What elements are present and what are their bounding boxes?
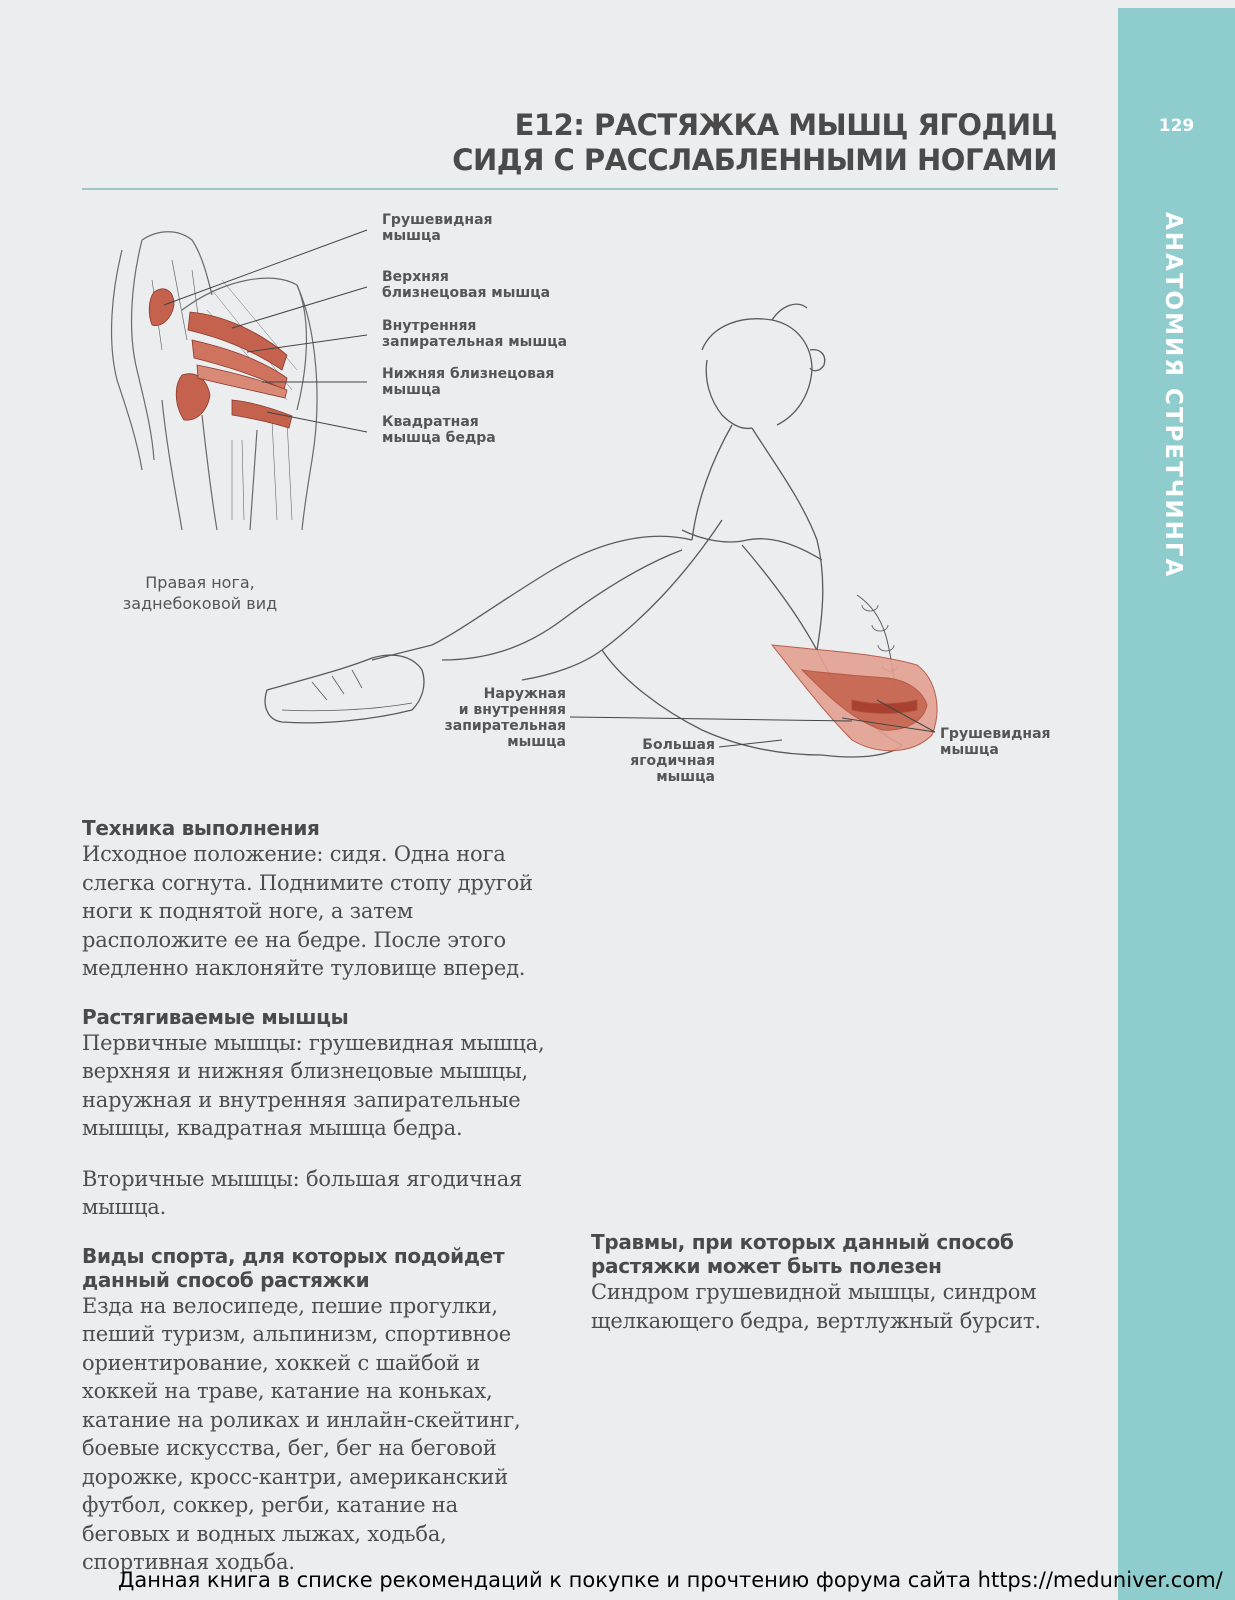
label-superior-gemellus: Верхняя близнецовая мышца (382, 269, 551, 301)
label-quadratus-femoris: Квадратная мышца бедра (382, 414, 496, 446)
title-line-1: Е12: РАСТЯЖКА МЫШЦ ЯГОДИЦ (514, 108, 1057, 142)
title-divider (82, 188, 1058, 190)
exercise-title (452, 108, 1057, 178)
secondary-muscles-text: Вторичные мышцы: большая ягодичная мышца. (82, 1166, 523, 1219)
muscles-heading: Растягиваемые мышцы (82, 1004, 349, 1029)
sports-heading: Виды спорта, для которых подойдет данный способ растяжки (82, 1243, 505, 1292)
label-inferior-gemellus: Нижняя близнецовая мышца (382, 366, 555, 398)
inset-caption: Правая нога, заднебоковой вид (122, 573, 278, 613)
label-piriformis-main: Грушевидная мышца (940, 726, 1051, 758)
injuries-heading: Травмы, при которых данный способ растяжки может быть полезен (591, 1230, 1014, 1278)
label-gluteus-maximus: Большая ягодичная мышца (630, 737, 715, 785)
text-column-left (82, 816, 552, 1577)
anatomy-illustration (82, 200, 1062, 800)
primary-muscles-text: Первичные мышцы: грушевидная мышца, верхняя и нижняя близнецовые мышцы, наружная и внутренняя запирательные мышцы, квадратная мышца бедра. (82, 1030, 545, 1140)
sports-text: Езда на велосипеде, пешие прогулки, пеший туризм, альпинизм, спортивное ориентирование, хоккей с шайбой и хоккей на траве, катание на коньках, катание на роликах и инлайн-скейтинг, боевые искусства, бег, бег на беговой дорожке, кросс-кантри, американский футбол, соккер, регби, катание на беговых и водных лыжах, ходьба, спортивная ходьба. (82, 1293, 521, 1574)
injuries-text: Синдром грушевидной мышцы, синдром щелкающего бедра, вертлужный бурсит. (591, 1280, 1041, 1333)
label-obturators: Наружная и внутренняя запирательная мышца (444, 686, 566, 750)
anatomy-figure (82, 200, 1062, 800)
title-line-2: СИДЯ С РАССЛАБЛЕННЫМИ НОГАМИ (452, 143, 1057, 177)
section-title: АНАТОМИЯ СТРЕТЧИНГА (1160, 212, 1186, 579)
label-piriformis-inset: Грушевидная мышца (382, 212, 493, 244)
page-number: 129 (1158, 116, 1195, 136)
label-obturator-internus: Внутренняя запирательная мышца (382, 318, 568, 350)
text-column-right (591, 1230, 1061, 1357)
footer-note: Данная книга в списке рекомендаций к покупке и прочтению форума сайта https://meduniver.com/ (118, 1568, 1223, 1592)
technique-text: Исходное положение: сидя. Одна нога слегка согнута. Поднимите стопу другой ноги к поднятой ноге, а затем расположите ее на бедре. После этого медленно наклоняйте туловище вперед. (82, 842, 533, 980)
technique-heading: Техника выполнения (82, 816, 320, 840)
